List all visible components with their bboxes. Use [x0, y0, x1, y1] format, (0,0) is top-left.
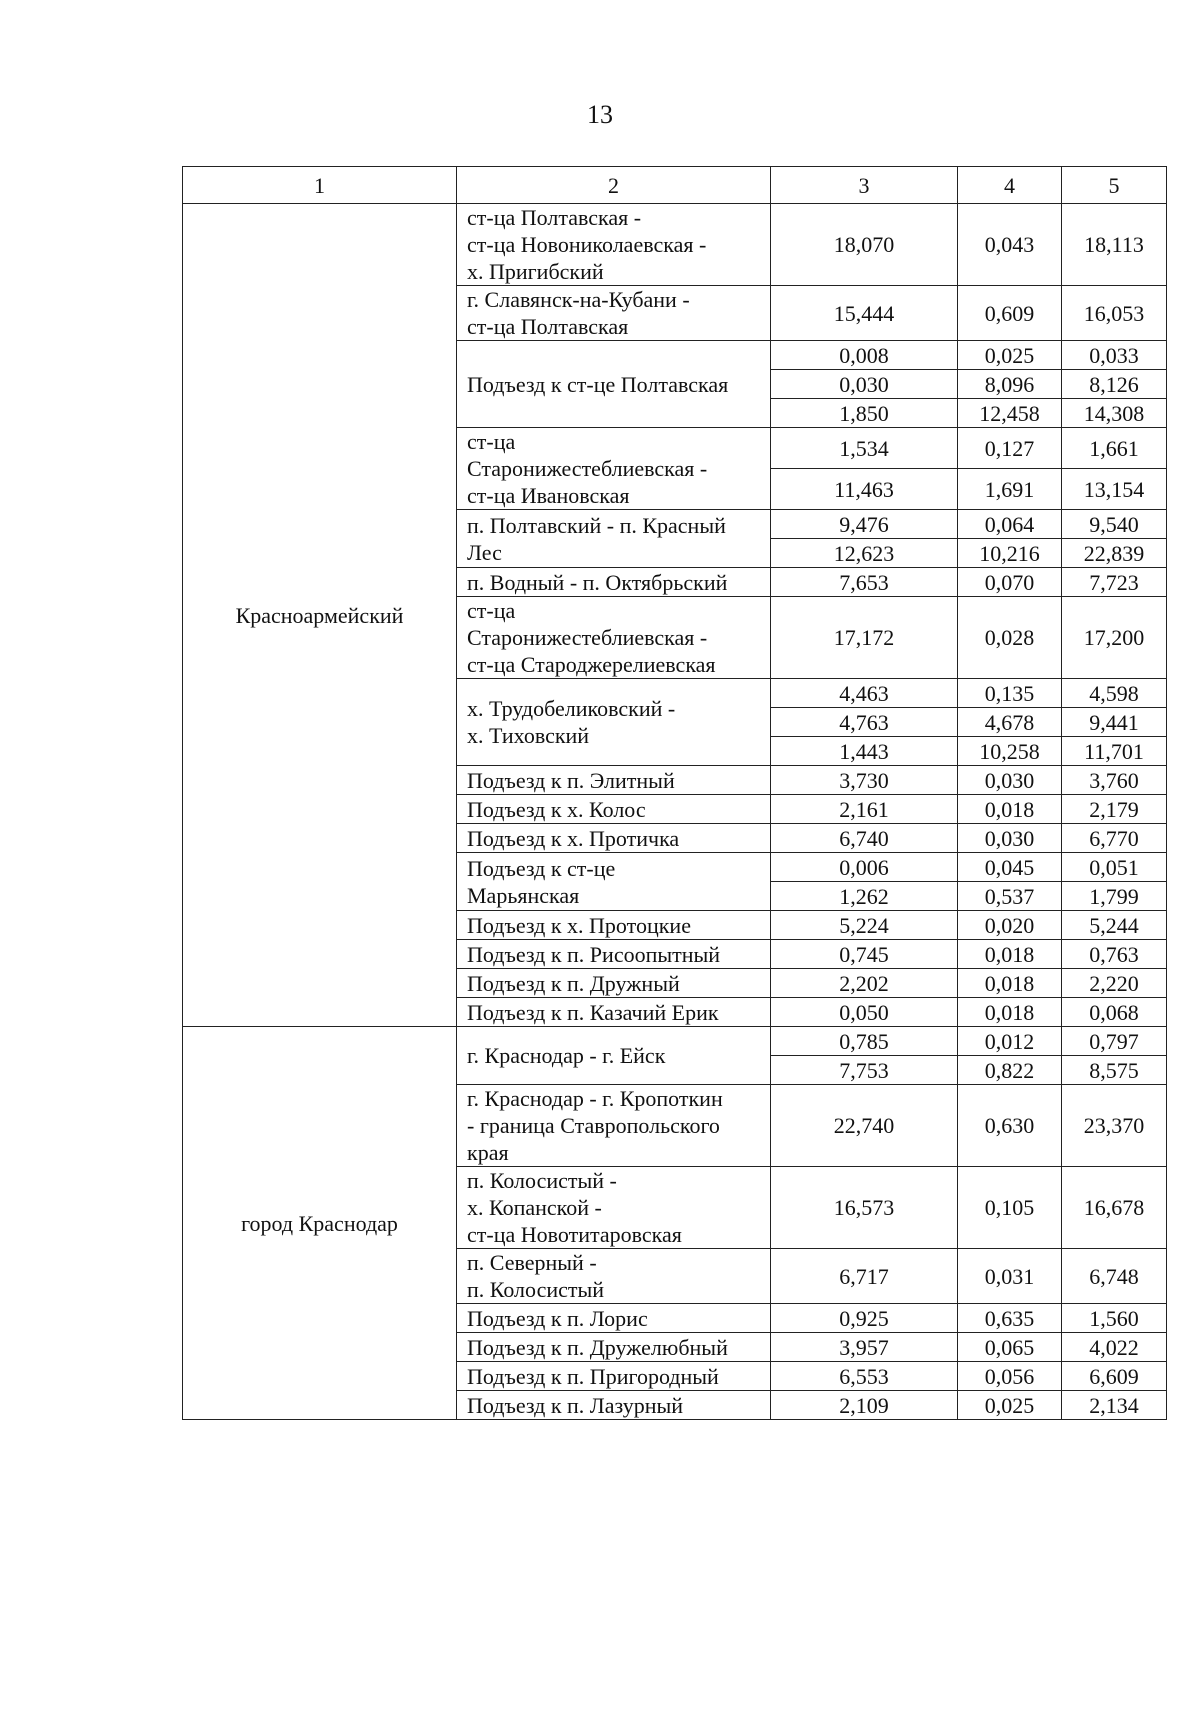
road-name [457, 795, 771, 824]
value-col-5: 13,154 [1062, 469, 1167, 510]
value-col-3: 1,262 [771, 882, 958, 911]
road-name-line: Подъезд к х. Колос [467, 796, 646, 822]
road-name-line: п. Полтавский - п. Красный [467, 512, 726, 538]
road-name-line: Подъезд к х. Протоцкие [467, 912, 691, 938]
road-name-line: п. Колосистый - [467, 1168, 617, 1193]
value-col-3: 1,534 [771, 428, 958, 469]
table-row [183, 1027, 1167, 1056]
value-col-5: 1,560 [1062, 1304, 1167, 1333]
value-col-4: 0,135 [958, 679, 1062, 708]
road-name [457, 1391, 771, 1420]
road-name-line: Марьянская [467, 882, 580, 908]
road-name-line: ст-ца Полтавская - [467, 205, 642, 230]
road-name-line: п. Северный - [467, 1250, 597, 1275]
road-name-line: - граница Ставропольского [467, 1113, 720, 1138]
road-name-line: ст-ца Ивановская [467, 483, 630, 508]
value-col-5: 2,179 [1062, 795, 1167, 824]
road-name [457, 998, 771, 1027]
value-col-4: 0,030 [958, 824, 1062, 853]
value-col-5: 8,126 [1062, 370, 1167, 399]
value-col-4: 0,537 [958, 882, 1062, 911]
value-col-3: 6,740 [771, 824, 958, 853]
header-col-2: 2 [457, 167, 771, 204]
road-name-line: г. Краснодар - г. Ейск [467, 1043, 666, 1068]
road-name-line: г. Славянск-на-Кубани - [467, 287, 690, 312]
value-col-3: 7,753 [771, 1056, 958, 1085]
road-name-line: Подъезд к п. Казачий Ерик [467, 999, 719, 1025]
road-name [457, 510, 771, 568]
value-col-5: 5,244 [1062, 911, 1167, 940]
road-name-line: Старонижестеблиевская - [467, 625, 708, 650]
road-name [457, 286, 771, 341]
value-col-3: 2,109 [771, 1391, 958, 1420]
road-name [457, 969, 771, 998]
value-col-3: 9,476 [771, 510, 958, 539]
value-col-5: 8,575 [1062, 1056, 1167, 1085]
value-col-4: 0,822 [958, 1056, 1062, 1085]
value-col-4: 10,258 [958, 737, 1062, 766]
road-name-line: Старонижестеблиевская - [467, 456, 708, 481]
header-col-3: 3 [771, 167, 958, 204]
road-name [457, 1085, 771, 1167]
road-name-line: Подъезд к п. Дружный [467, 970, 680, 996]
value-col-4: 0,018 [958, 795, 1062, 824]
value-col-5: 17,200 [1062, 597, 1167, 679]
road-name-line: Подъезд к п. Дружелюбный [467, 1334, 728, 1360]
road-name-line: ст-ца [467, 429, 516, 454]
header-col-5: 5 [1062, 167, 1167, 204]
value-col-3: 11,463 [771, 469, 958, 510]
value-col-3: 0,008 [771, 341, 958, 370]
value-col-4: 0,635 [958, 1304, 1062, 1333]
road-name-line: п. Водный - п. Октябрьский [467, 569, 728, 595]
value-col-5: 6,748 [1062, 1249, 1167, 1304]
value-col-5: 7,723 [1062, 568, 1167, 597]
value-col-4: 0,025 [958, 1391, 1062, 1420]
value-col-3: 4,463 [771, 679, 958, 708]
value-col-3: 0,050 [771, 998, 958, 1027]
value-col-5: 0,051 [1062, 853, 1167, 882]
value-col-4: 0,609 [958, 286, 1062, 341]
value-col-3: 12,623 [771, 539, 958, 568]
value-col-4: 0,020 [958, 911, 1062, 940]
value-col-3: 0,030 [771, 370, 958, 399]
road-name-line: ст-ца [467, 598, 516, 623]
value-col-4: 4,678 [958, 708, 1062, 737]
road-name-line: ст-ца Полтавская [467, 314, 629, 339]
road-name [457, 911, 771, 940]
district-name: Красноармейский [183, 204, 457, 1027]
value-col-4: 0,065 [958, 1333, 1062, 1362]
value-col-5: 0,797 [1062, 1027, 1167, 1056]
value-col-3: 17,172 [771, 597, 958, 679]
value-col-4: 0,030 [958, 766, 1062, 795]
value-col-4: 0,127 [958, 428, 1062, 469]
value-col-3: 5,224 [771, 911, 958, 940]
value-col-5: 9,441 [1062, 708, 1167, 737]
road-name [457, 824, 771, 853]
road-name-line: х. Трудобеликовский - [467, 696, 676, 721]
value-col-4: 10,216 [958, 539, 1062, 568]
value-col-3: 0,006 [771, 853, 958, 882]
road-name [457, 766, 771, 795]
value-col-5: 16,678 [1062, 1167, 1167, 1249]
value-col-5: 9,540 [1062, 510, 1167, 539]
value-col-3: 2,202 [771, 969, 958, 998]
value-col-4: 0,045 [958, 853, 1062, 882]
road-name-line: ст-ца Новониколаевская - [467, 232, 707, 257]
value-col-4: 8,096 [958, 370, 1062, 399]
road-name [457, 1167, 771, 1249]
road-name-line: х. Копанской - [467, 1195, 602, 1220]
value-col-4: 0,025 [958, 341, 1062, 370]
value-col-5: 4,022 [1062, 1333, 1167, 1362]
road-name [457, 940, 771, 969]
table-row [183, 204, 1167, 286]
value-col-3: 0,925 [771, 1304, 958, 1333]
value-col-3: 18,070 [771, 204, 958, 286]
road-name-line: Подъезд к п. Пригородный [467, 1363, 719, 1389]
value-col-4: 0,064 [958, 510, 1062, 539]
value-col-3: 15,444 [771, 286, 958, 341]
value-col-3: 22,740 [771, 1085, 958, 1167]
value-col-5: 0,068 [1062, 998, 1167, 1027]
value-col-4: 12,458 [958, 399, 1062, 428]
value-col-4: 0,028 [958, 597, 1062, 679]
road-name-line: Подъезд к ст-це [467, 855, 616, 881]
value-col-4: 0,031 [958, 1249, 1062, 1304]
district-name: город Краснодар [183, 1027, 457, 1420]
value-col-3: 1,850 [771, 399, 958, 428]
value-col-5: 2,134 [1062, 1391, 1167, 1420]
value-col-4: 0,043 [958, 204, 1062, 286]
road-name-line: п. Колосистый [467, 1277, 605, 1302]
road-name-line: Подъезд к п. Рисоопытный [467, 941, 721, 967]
road-name-line: г. Краснодар - г. Кропоткин [467, 1086, 723, 1111]
value-col-3: 0,785 [771, 1027, 958, 1056]
road-name-line: Подъезд к х. Протичка [467, 825, 680, 851]
road-name-line: ст-ца Староджерелиевская [467, 652, 716, 677]
value-col-4: 0,630 [958, 1085, 1062, 1167]
value-col-5: 23,370 [1062, 1085, 1167, 1167]
road-name-line: ст-ца Новотитаровская [467, 1222, 682, 1247]
table-body [183, 204, 1167, 1420]
value-col-3: 1,443 [771, 737, 958, 766]
road-name [457, 1304, 771, 1333]
header-col-1: 1 [183, 167, 457, 204]
value-col-3: 6,717 [771, 1249, 958, 1304]
header-row [183, 167, 1167, 204]
value-col-5: 11,701 [1062, 737, 1167, 766]
value-col-3: 0,745 [771, 940, 958, 969]
road-name-line: Подъезд к п. Элитный [467, 767, 675, 793]
road-name [457, 1249, 771, 1304]
road-name [457, 597, 771, 679]
value-col-5: 18,113 [1062, 204, 1167, 286]
road-name [457, 428, 771, 510]
value-col-4: 0,018 [958, 969, 1062, 998]
road-name [457, 679, 771, 766]
value-col-3: 3,730 [771, 766, 958, 795]
roads-table [182, 166, 1167, 1420]
road-name-line: Лес [467, 539, 502, 565]
value-col-5: 0,763 [1062, 940, 1167, 969]
value-col-3: 3,957 [771, 1333, 958, 1362]
value-col-3: 4,763 [771, 708, 958, 737]
value-col-4: 0,012 [958, 1027, 1062, 1056]
value-col-4: 0,056 [958, 1362, 1062, 1391]
value-col-5: 0,033 [1062, 341, 1167, 370]
value-col-5: 6,770 [1062, 824, 1167, 853]
value-col-5: 6,609 [1062, 1362, 1167, 1391]
value-col-5: 22,839 [1062, 539, 1167, 568]
value-col-3: 2,161 [771, 795, 958, 824]
value-col-3: 16,573 [771, 1167, 958, 1249]
value-col-4: 0,018 [958, 998, 1062, 1027]
value-col-5: 1,799 [1062, 882, 1167, 911]
value-col-5: 4,598 [1062, 679, 1167, 708]
value-col-3: 7,653 [771, 568, 958, 597]
road-name [457, 341, 771, 428]
value-col-5: 2,220 [1062, 969, 1167, 998]
value-col-5: 14,308 [1062, 399, 1167, 428]
road-name [457, 853, 771, 911]
road-name [457, 568, 771, 597]
value-col-4: 1,691 [958, 469, 1062, 510]
road-name [457, 1362, 771, 1391]
road-name [457, 204, 771, 286]
value-col-5: 3,760 [1062, 766, 1167, 795]
road-name-line: Подъезд к ст-це Полтавская [467, 371, 729, 397]
road-name [457, 1027, 771, 1085]
header-col-4: 4 [958, 167, 1062, 204]
value-col-3: 6,553 [771, 1362, 958, 1391]
road-name-line: края [467, 1140, 509, 1165]
value-col-5: 16,053 [1062, 286, 1167, 341]
value-col-4: 0,105 [958, 1167, 1062, 1249]
value-col-5: 1,661 [1062, 428, 1167, 469]
page-number: 13 [587, 100, 613, 129]
road-name-line: Подъезд к п. Лорис [467, 1305, 648, 1331]
value-col-4: 0,018 [958, 940, 1062, 969]
value-col-4: 0,070 [958, 568, 1062, 597]
road-name-line: Подъезд к п. Лазурный [467, 1392, 684, 1418]
road-name-line: х. Тиховский [467, 723, 590, 748]
road-name [457, 1333, 771, 1362]
road-name-line: х. Пригибский [467, 259, 604, 284]
